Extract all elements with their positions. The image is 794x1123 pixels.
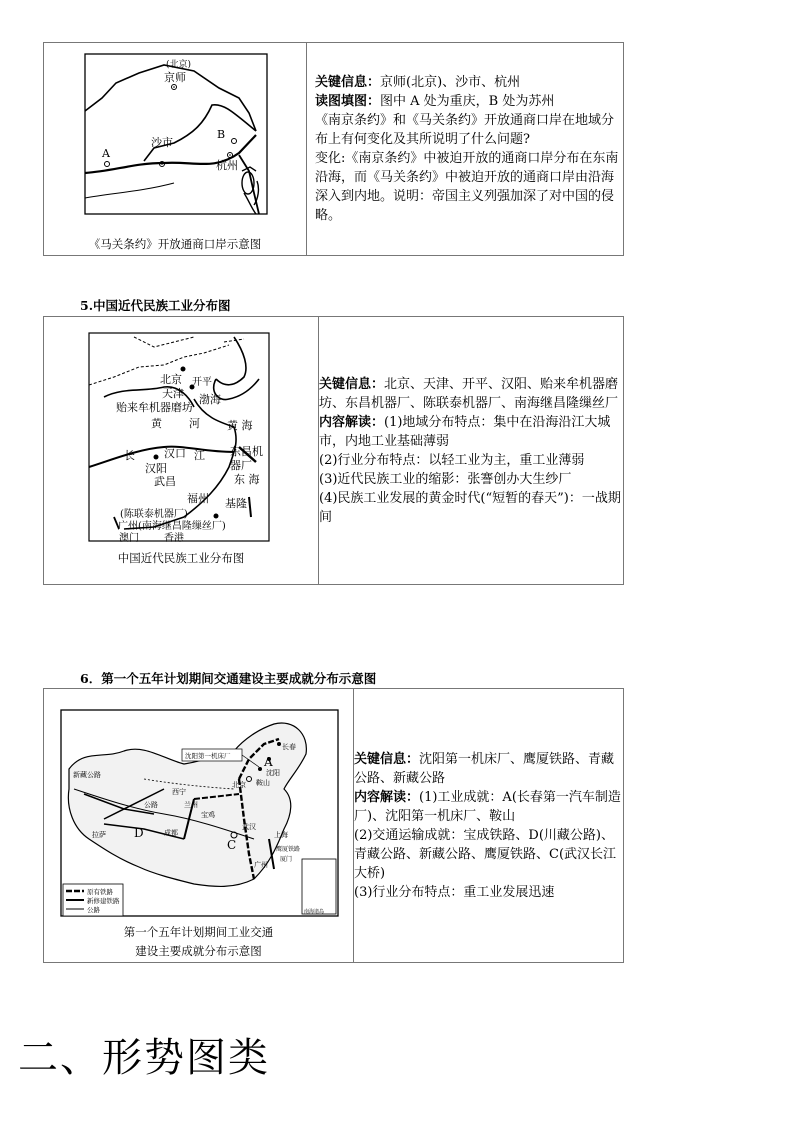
label-xianggang: 香港: [164, 533, 184, 544]
label-yingxia: 鹰厦铁路: [276, 846, 301, 853]
info-line: 《南京条约》和《马关条约》开放通商口岸在地域分布上有何变化及其所说明了什么问题?: [315, 113, 615, 147]
label-b: B: [217, 128, 226, 141]
label-huang: 黄: [151, 417, 162, 430]
caption-five-year-plan-1: 第一个五年计划期间工业交通: [123, 925, 274, 939]
label-xiamen: 厦门: [280, 856, 293, 863]
info-line: 关键信息：北京、天津、开平、汉阳、贻来牟机器磨坊、东昌机器厂、陈联泰机器厂、南海继昌隆缫丝厂: [319, 376, 619, 411]
label-yilai: 贻来牟机器磨坊: [116, 401, 193, 414]
label-xinzang: 新藏公路: [73, 771, 101, 779]
label-he: 河: [189, 417, 200, 430]
label-shanghai: 上海: [274, 831, 288, 839]
label-baoji: 宝鸡: [201, 811, 215, 819]
label-xining: 西宁: [172, 788, 186, 796]
label-bohai: 渤海: [199, 393, 221, 406]
label-kaiping: 开平: [192, 377, 212, 388]
table-industry: [43, 316, 624, 585]
info-maguan: [307, 43, 624, 256]
label-tianjin: 天津: [162, 387, 184, 400]
map-maguan: [44, 43, 306, 231]
label-chang: 长: [124, 449, 135, 462]
label-lanzhou: 兰州: [184, 801, 198, 809]
label-dongchang-1: 东昌机: [230, 445, 263, 458]
caption-five-year-plan-2: 建设主要成就分布示意图: [135, 944, 262, 958]
map-five-year-plan: [44, 689, 353, 919]
label-shenyang: 沈阳: [266, 769, 280, 777]
table-five-year-plan: [43, 688, 624, 963]
info-line: (3)近代民族工业的缩影：张謇创办大生纱厂: [319, 471, 572, 487]
label-shenyang-box: 沈阳第一机床厂: [185, 752, 231, 760]
info-line: (2)交通运输成就：宝成铁路、D(川藏公路)、青藏公路、新藏公路、鹰厦铁路、C(武汉长江大桥): [354, 827, 617, 881]
info-line: 内容解读：(1)地域分布特点：集中在沿海沿江大城市，内地工业基础薄弱: [319, 414, 611, 449]
caption-industry: 中国近代民族工业分布图: [117, 551, 245, 565]
map-cell: [44, 689, 354, 963]
label-aomen: 澳门: [119, 533, 139, 544]
info-line: (3)行业分布特点：重工业发展迅速: [354, 884, 555, 900]
label-beijing: (北京): [166, 60, 192, 70]
info-line: 内容解读：(1)工业成就：A(长春第一汽车制造厂)、沈阳第一机床厂、鞍山: [354, 789, 621, 824]
label-dongchang-2: 器厂: [230, 459, 252, 472]
section-title-6: 6．第一个五年计划期间交通建设主要成就分布示意图: [80, 671, 377, 686]
label-hangzhou: 杭州: [216, 159, 238, 172]
label-beijing: 北京: [232, 781, 246, 789]
label-a: A: [264, 755, 273, 769]
section-title-5: 5.中国近代民族工业分布图: [80, 298, 231, 313]
label-guangzhou: 广州: [254, 861, 268, 869]
info-line: 变化:《南京条约》中被迫开放的通商口岸分布在东南沿海，而《马关条约》中被迫开放的通商口岸由沿海深入到内地。说明：帝国主义列强加深了对中国的侵略。: [315, 151, 619, 223]
map-industry: [44, 317, 318, 545]
info-five-year-plan: [354, 689, 624, 963]
label-chenlian: (陈联泰机器厂): [120, 509, 188, 520]
label-shashi: 沙市: [151, 136, 173, 149]
label-wuhan: 武汉: [242, 823, 256, 831]
info-line: (4)民族工业发展的黄金时代(“短暂的春天”)：一战期间: [319, 490, 621, 525]
label-c: C: [227, 838, 237, 852]
map-cell: [44, 43, 307, 256]
label-hankou: 汉口: [164, 447, 186, 460]
label-anshan: 鞍山: [256, 779, 270, 787]
label-lasa: 拉萨: [92, 831, 106, 839]
label-guangzhou: 广州(南海继昌隆缫丝厂): [118, 521, 226, 532]
label-d: D: [134, 826, 144, 840]
label-fuzhou: 福州: [187, 492, 209, 505]
info-line: 关键信息：京师(北京)、沙市、杭州: [315, 75, 521, 90]
info-industry: [319, 317, 624, 585]
label-wuchang: 武昌: [154, 475, 176, 488]
label-a: A: [102, 147, 110, 160]
label-huanghai: 黄 海: [227, 419, 253, 432]
legend-new-railway: 新修建铁路: [87, 897, 120, 905]
label-jingshi: 京师: [164, 71, 186, 84]
label-beijing: 北京: [160, 373, 182, 386]
caption-maguan: 《马关条约》开放通商口岸示意图: [88, 237, 262, 251]
legend-road: 公路: [87, 906, 100, 914]
table-maguan: [43, 42, 624, 256]
label-jiang: 江: [194, 449, 205, 462]
info-line: 读图填图：图中 A 处为重庆，B 处为苏州: [315, 94, 555, 109]
label-nanhai: 南海诸岛: [304, 909, 325, 915]
info-line: 关键信息：沈阳第一机床厂、鹰厦铁路、青藏公路、新藏公路: [354, 751, 615, 786]
map-cell: [44, 317, 319, 585]
info-line: (2)行业分布特点：以轻工业为主，重工业薄弱: [319, 452, 585, 468]
label-jilong: 基隆: [225, 497, 247, 510]
section-heading: 二、形势图类: [18, 1035, 270, 1081]
label-donghai: 东 海: [234, 473, 260, 486]
label-chengdu: 成都: [164, 829, 178, 837]
label-changchun: 长春: [282, 743, 296, 751]
legend-existing-railway: 原有铁路: [87, 888, 113, 896]
label-hanyang: 汉阳: [145, 462, 167, 475]
label-gonglu: 公路: [144, 801, 158, 809]
